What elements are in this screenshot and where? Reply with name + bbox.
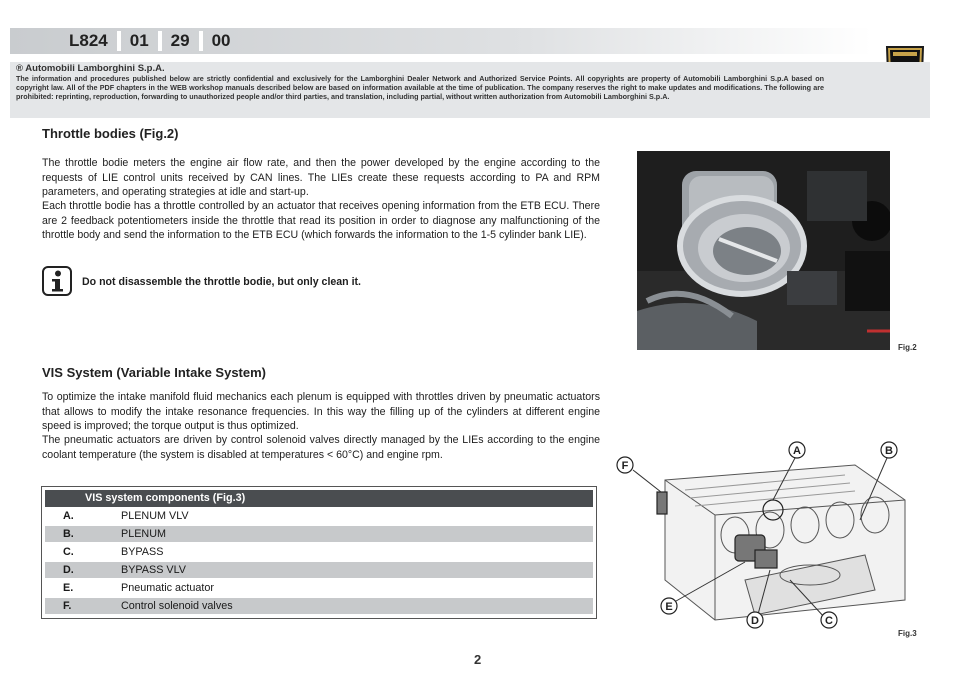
doc-code: L824 (60, 31, 121, 51)
table-row (45, 508, 593, 524)
warning-note: Do not disassemble the throttle bodie, but only clean it. (82, 276, 361, 288)
row-key: B. (63, 528, 74, 540)
row-value: Pneumatic actuator (121, 582, 215, 594)
row-key: D. (63, 564, 74, 576)
vis-paragraph-2: The pneumatic actuators are driven by control solenoid valves directly managed by the LIEs according to the engine coolant temperature (the system is disabled at temperatures < 60°C) and engine rpm. (42, 434, 600, 461)
vis-heading: VIS System (Variable Intake System) (42, 365, 266, 380)
page-number: 2 (474, 652, 482, 667)
diagram-label-d: D (751, 615, 759, 627)
copyright-title: ® Automobili Lamborghini S.p.A. (16, 63, 165, 74)
row-key: E. (63, 582, 74, 594)
table-row (45, 544, 593, 560)
doc-code: 01 (121, 31, 162, 51)
vis-intake-diagram (605, 440, 925, 635)
diagram-label-e: E (665, 601, 673, 613)
throttle-heading: Throttle bodies (Fig.2) (42, 126, 179, 141)
diagram-label-b: B (885, 445, 893, 457)
row-value: PLENUM VLV (121, 510, 189, 522)
vis-paragraph-1: To optimize the intake manifold fluid mechanics each plenum is equipped with throttles driven by pneumatic actuators that allows to modify the intake resonance frequencies. In this way the filling up of the cylinders at different engine speed is improved; the torque output is thus optimized. (42, 391, 600, 433)
table-row (45, 580, 593, 596)
table-title: VIS system components (Fig.3) (45, 490, 593, 507)
table-row (45, 526, 593, 542)
throttle-paragraph-2: Each throttle bodie has a throttle controlled by an actuator that receives opening information from the ETB ECU. There are 2 feedback potentiometers inside the throttle that read its position in order to diagnose any malfunctioning of the throttle body and send the information to the ETB ECU (which forwards the information to the 1-5 cylinder bank LIE). (42, 200, 600, 242)
diagram-label-f: F (621, 460, 629, 472)
doc-code: 29 (162, 31, 203, 51)
row-value: PLENUM (121, 528, 166, 540)
diagram-label-a: A (793, 445, 801, 457)
doc-code: 00 (211, 31, 231, 50)
throttle-paragraph-1: The throttle bodie meters the engine air flow rate, and then the power developed by the engine according to the requests of LIE control units received by CAN lines. The LIEs create these requests according to PA and RPM parameters, and operating strategies at idle and start-up. (42, 157, 600, 199)
table-row (45, 598, 593, 614)
components-table (41, 486, 597, 619)
diagram-label-c: C (825, 615, 833, 627)
row-value: BYPASS (121, 546, 164, 558)
row-value: Control solenoid valves (121, 600, 233, 612)
figure-2-label: Fig.2 (898, 343, 917, 352)
row-key: F. (63, 600, 72, 612)
throttle-body-photo (637, 151, 890, 350)
row-key: C. (63, 546, 74, 558)
document-codes (60, 31, 240, 51)
row-key: A. (63, 510, 74, 522)
copyright-text: The information and procedures published below are strictly confidential and exclusively for the Lamborghini Dealer Network and Authorized Service Points. All copyrights are property of Automobili Lamborghini S.p.A based on copyright law. All of the PDF chapters in the WEB workshop manuals described below are based on information available at the time of publication. The company reserves the right to make updates and modifications. The following are prohibited: reprinting, reproduction, forwarding to unauthorized people and/or third parties, and translation, including partial, without written authorization from Automobili Lamborghini S.p.A. (16, 74, 824, 102)
row-value: BYPASS VLV (121, 564, 187, 576)
figure-3-label: Fig.3 (898, 629, 917, 638)
info-icon (42, 266, 72, 296)
table-row (45, 562, 593, 578)
